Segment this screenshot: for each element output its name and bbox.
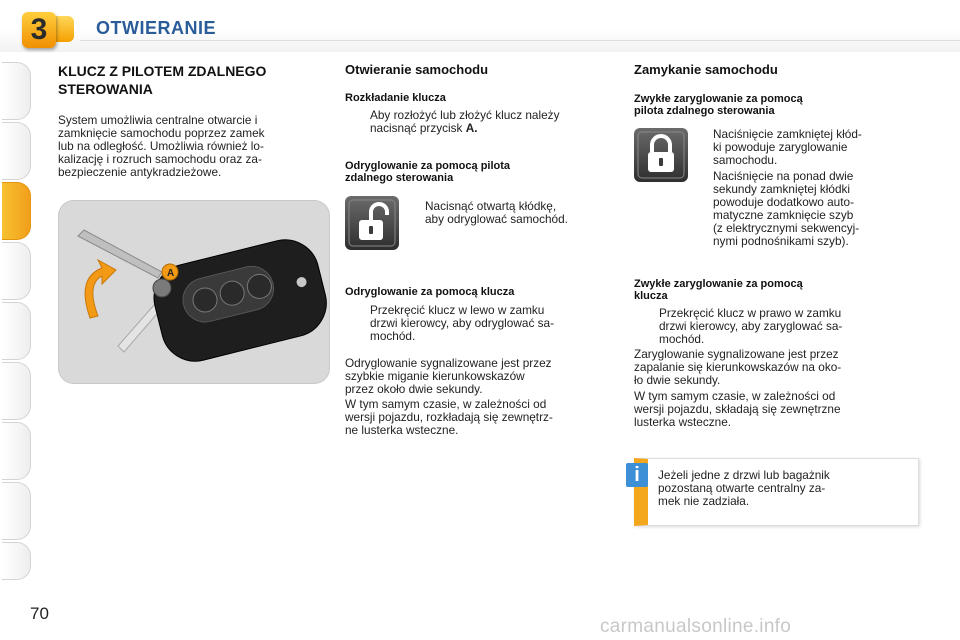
- side-tab-6[interactable]: [2, 362, 31, 420]
- text-line: mochód.: [659, 332, 705, 346]
- unlock-mirror-paragraph: [345, 398, 615, 437]
- key-drawing: [58, 200, 330, 384]
- lock-padlock-icon: [634, 128, 688, 182]
- unfold-key-bullet: [345, 109, 615, 135]
- remote-lock-bullet-1: [696, 128, 904, 167]
- side-tab-2[interactable]: [2, 122, 31, 180]
- text-line: Przekręcić klucz w lewo w zamku: [370, 303, 545, 317]
- text-line: matyczne zamknięcie szyb: [713, 208, 854, 222]
- chapter-title: OTWIERANIE: [96, 18, 216, 38]
- remote-unlock-bullet: [400, 200, 616, 226]
- side-tab-1[interactable]: [2, 62, 31, 120]
- text-line: nymi podnośnikami szyb).: [713, 234, 849, 248]
- chapter-number-badge: 3: [22, 12, 56, 48]
- side-tab-8[interactable]: [2, 482, 31, 540]
- text-line: lub na odległość. Umożliwia również lo-: [58, 139, 264, 153]
- remote-lock-heading-line1: Zwykłe zaryglowanie za pomocą: [634, 93, 803, 105]
- text-line: Przekręcić klucz w prawo w zamku: [659, 306, 842, 320]
- text-line: ło dwie sekundy.: [634, 373, 721, 387]
- text-line: sekundy zamkniętej kłódki: [713, 182, 851, 196]
- remote-unlock-heading-line1: Odryglowanie za pomocą pilota: [345, 160, 511, 172]
- watermark: carmanualsonline.info: [600, 616, 792, 637]
- text-line: System umożliwia centralne otwarcie i: [58, 113, 258, 127]
- text-line: Naciśnięcie na ponad dwie: [713, 169, 854, 183]
- text-line: Nacisnąć otwartą kłódkę,: [425, 199, 557, 213]
- text-line: drzwi kierowcy, aby odryglować sa-: [370, 316, 555, 330]
- remote-key-illustration: [58, 200, 330, 384]
- text-line: wersji pojazdu, rozkładają się zewnętrz-: [345, 410, 553, 424]
- text-line: wersji pojazdu, składają się zewnętrzne: [634, 402, 841, 416]
- text-line: drzwi kierowcy, aby zaryglować sa-: [659, 319, 843, 333]
- header-divider: [80, 40, 960, 41]
- key-lock-bullet: [634, 307, 904, 346]
- info-icon: i: [626, 463, 648, 487]
- info-note-box: [634, 458, 919, 526]
- text-line: Zaryglowanie sygnalizowane jest przez: [634, 347, 839, 361]
- fold-button: [153, 279, 171, 297]
- text-line: nacisnąć przycisk A.: [370, 121, 478, 135]
- section-title-line1: KLUCZ Z PILOTEM ZDALNEGO: [58, 63, 267, 79]
- text-line: aby odryglować samochód.: [425, 212, 568, 226]
- figure-label-a: A: [167, 268, 175, 279]
- key-lock-heading-line2: klucza: [634, 290, 668, 302]
- text-line: ne lusterka wsteczne.: [345, 423, 459, 437]
- text-line: powoduje dodatkowo auto-: [713, 195, 855, 209]
- text-line: szybkie miganie kierunkowskazów: [345, 369, 525, 383]
- text-line: Aby rozłożyć lub złożyć klucz należy: [370, 108, 560, 122]
- text-line: lusterka wsteczne.: [634, 415, 732, 429]
- side-tab-3-active[interactable]: [2, 182, 31, 240]
- unlock-signal-paragraph: [345, 357, 615, 396]
- intro-paragraph: [58, 114, 326, 179]
- key-blade-open: [78, 230, 162, 278]
- text-line: kalizację i rozruch samochodu oraz za-: [58, 152, 262, 166]
- section-title-line2: STEROWANIA: [58, 81, 153, 97]
- text-line: zamknięcie samochodu poprzez zamek: [58, 126, 265, 140]
- text-line: W tym samym czasie, w zależności od: [634, 389, 836, 403]
- key-unlock-bullet: [345, 304, 615, 343]
- text-line: Naciśnięcie zamkniętej kłód-: [713, 127, 862, 141]
- side-tab-9[interactable]: [2, 542, 31, 580]
- unfold-key-heading: Rozkładanie klucza: [345, 92, 446, 104]
- side-tab-4[interactable]: [2, 242, 31, 300]
- info-note-text: [658, 469, 898, 508]
- text-line: zapalanie się kierunkowskazów na oko-: [634, 360, 842, 374]
- lock-mirror-paragraph: [634, 390, 904, 429]
- side-tab-5[interactable]: [2, 302, 31, 360]
- text-line: bezpieczenie antykradzieżowe.: [58, 165, 222, 179]
- unlock-padlock-icon: [345, 196, 399, 250]
- unlocking-title: Otwieranie samochodu: [345, 62, 489, 77]
- remote-lock-heading-line2: pilota zdalnego sterowania: [634, 105, 775, 117]
- remote-unlock-heading-line2: zdalnego sterowania: [345, 172, 454, 184]
- text-line: samochodu.: [713, 153, 778, 167]
- remote-lock-bullet-2: [696, 170, 904, 248]
- text-line: (z elektrycznymi sekwencyj-: [713, 221, 860, 235]
- text-line: W tym samym czasie, w zależności od: [345, 397, 547, 411]
- page-number: 70: [30, 604, 49, 623]
- locking-title: Zamykanie samochodu: [634, 62, 778, 77]
- key-lock-heading-line1: Zwykłe zaryglowanie za pomocą: [634, 278, 803, 290]
- text-line: ki powoduje zaryglowanie: [713, 140, 848, 154]
- text-line: mochód.: [370, 329, 416, 343]
- text-line: Jeżeli jedne z drzwi lub bagażnik: [658, 468, 830, 482]
- text-line: mek nie zadziała.: [658, 494, 750, 508]
- text-line: przez około dwie sekundy.: [345, 382, 483, 396]
- text-line: Odryglowanie sygnalizowane jest przez: [345, 356, 552, 370]
- lock-signal-paragraph: [634, 348, 904, 387]
- text-line: pozostaną otwarte centralny za-: [658, 481, 826, 495]
- side-tab-7[interactable]: [2, 422, 31, 480]
- key-unlock-heading: Odryglowanie za pomocą klucza: [345, 286, 515, 298]
- rotate-arrow-icon: [85, 260, 116, 318]
